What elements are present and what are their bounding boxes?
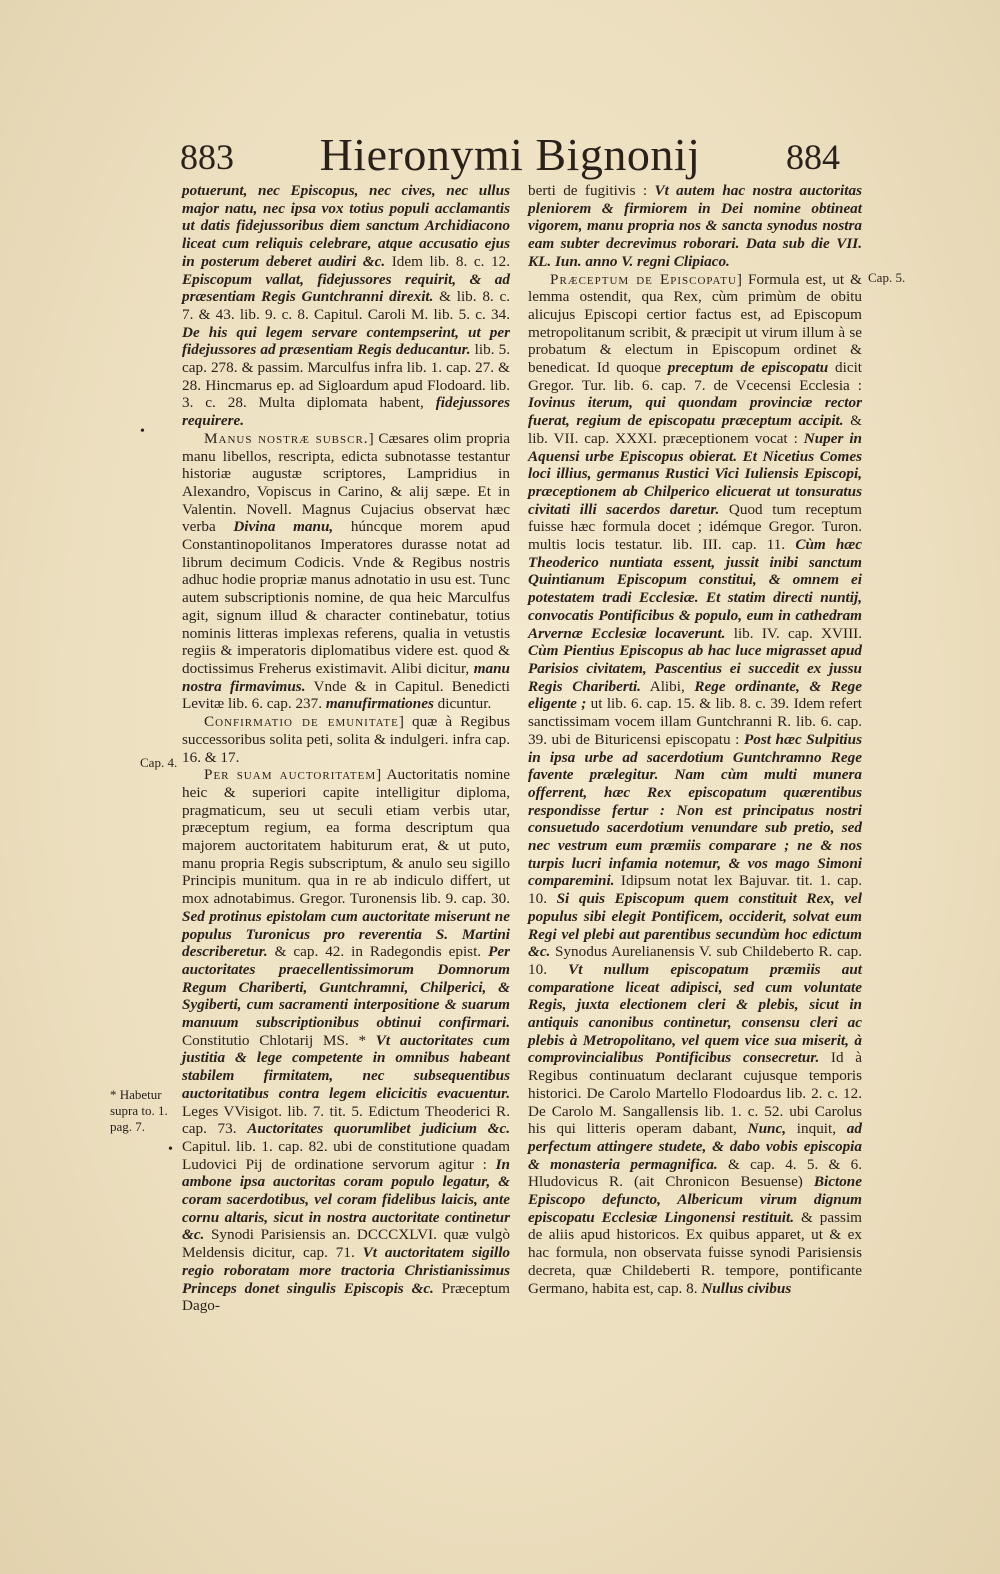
commentary-text: ] Formula est, ut & lemma ostendit, qua Rex, cùm primùm de obitu alicujus Episcopi certior factus est, ad Episcopum metropolitanum scribit, & præcipit ut virum illum à se probatum & electum in Episcopum ordinet & benedicat. Id quoque [528,270,862,377]
commentary-text: & lib. VII. cap. XXXI. præceptionem vocat : [528,412,862,447]
italic-quotation: Nuper in Aquensi urbe Episcopus obierat. Et Nicetius Comes loci illius, germanus Rustici Vici Iuliensis Episcopi, præceptionem ab Chilperico elicuerat ut tonsuratus civitati illi sacerdos daretur. [528,429,862,518]
commentary-text: dicit Gregor. Tur. lib. 6. cap. 7. de Vcecensi Ecclesia : [528,359,863,394]
margin-note-habetur [110,1087,180,1135]
italic-quotation: Per auctoritates praecellentissimorum Domnorum Regum Chariberti, Guntchramni, Chilperici, & Sygiberti, cum sacramenti interpositione & suarum manuum subscriptionibus obtinui confirmari. [182,943,510,1032]
paragraph [182,182,510,430]
commentary-text: & lib. 8. c. 7. & 43. lib. 9. c. 8. Capitul. Caroli M. lib. 5. c. 34. [182,288,510,323]
paragraph [182,430,510,713]
italic-quotation: Post hæc Sulpitius in ipsa urbe ad sacerdotium Guntchramno Rege favente prælegitur. Nam cùm multi munera offerrent, hæc Rex episcopatum quærentibus respondisse fertur : Non est principatus nostri consuetudo sacerdotium venundare sub pretio, sed nec vestrum eum præmiis comparare ; ne & nos turpis lucri infamia notemur, & vos mago Simoni comparemini. [528,730,862,890]
commentary-text: berti de fugitivis : [528,182,655,199]
italic-quotation: Auctoritates quorumlibet judicium &c. [247,1120,511,1138]
bullet-mark: • [140,424,145,439]
commentary-text: ut lib. 6. cap. 15. & lib. 8. c. 39. Idem refert sanctissimam vocem illam Guntchranni R. lib. 6. cap. 39. ubi de Bituricensi episcopatu : [528,695,862,748]
italic-quotation: Cùm hæc Theoderico nuntiata essent, jussit inibi sanctum Quintianum Episcopum constitui, & omnem ei potestatem tradi Ecclesiæ. Et statim directi nuntij, convocatis Pontificibus & populo, eum in cathedram Arvernæ Ecclesiæ locaverunt. [528,536,863,642]
commentary-text: Id à Regibus continuatum declarant cujusque temporis historici. De Carolo Martello Flodoardus lib. 2. c. 12. De Carolo M. Sangallensis lib. 1. c. 52. ubi Carolus his qui litteris operam dabant, [528,1049,862,1138]
paragraph [528,182,862,271]
bullet-mark: • [168,1142,173,1157]
italic-quotation: In ambone ipsa auctoritas coram populo legatur, & coram sacerdotibus, vel coram fidelibus laicis, ante cornu altaris, sicut in nostra auctoritate continetur &c. [182,1155,510,1244]
paragraph [528,271,862,1298]
commentary-text: lib. 5. cap. 278. & passim. Marculfus infra lib. 1. cap. 27. & 28. Hincmarus ep. ad Sigloardum apud Flodoard. lib. 3. c. 28. Multa diplomata habent, [182,341,510,412]
commentary-text: Alibi, [640,677,695,695]
commentary-text: ] Cæsares olim propria manu libellos, rescripta, edicta subnotasse testantur historiæ augustæ scriptores, Lampridius in Alexandro, Vopiscus in Carino, & alij sæpe. Et in Valentin. Novell. Magnus Cujacius observat hæc verba [182,429,510,536]
margin-note-cap-4: Cap. 4. [140,755,178,770]
commentary-text: Præceptum Dago- [182,1279,510,1315]
italic-quotation: Iovinus iterum, qui quondam provinciæ rector fuerat, regium de episcopatu præceptum accipit. [528,394,862,430]
commentary-text: Idipsum notat lex Bajuvar. tit. 1. cap. 10. [528,872,862,908]
lemma-heading: Præceptum de Episcopatu [550,270,737,288]
commentary-text: dicuntur. [433,695,492,713]
page-header [180,128,840,188]
italic-quotation: Nunc, [747,1120,787,1138]
italic-quotation: Sed protinus epistolam cum auctoritate miserunt ne populus Turonicus pro reverentia S. Martini describeretur. [182,907,510,961]
margin-note-line: pag. 7. [110,1119,146,1134]
italic-quotation: Episcopum vallat, fidejussores requirit, & ad præsentiam Regis Guntchranni direxit. [182,270,510,306]
italic-quotation: Divina manu, [233,518,334,536]
commentary-text: lib. IV. cap. XVIII. [725,624,862,642]
italic-quotation: ad perfectum attingere studete, & dabo vobis episcopia & monasteria permagnifica. [528,1120,862,1173]
italic-quotation: fidejussores requirere. [182,394,510,430]
commentary-text: Vnde & in Capitul. Benedicti Levitæ lib. 6. cap. 237. [182,677,511,713]
commentary-text: inquit, [786,1120,847,1138]
left-column [182,182,510,1315]
right-page-number: 884 [786,137,840,177]
commentary-text: & passim de aliis apud historicos. Ex quibus apparet, ut & ex hac formula, non observata fuisse synodi Parisiensis decreta, quæ Childeberti R. tempore, pontificante Germano, habita est, cap. 8. [528,1208,862,1297]
italic-quotation: Cùm Pientius Episcopus ab hac luce migrasset apud Parisios civitatem, Pascentius ei succedit ex jussu Regis Chariberti. [528,642,862,695]
right-column [528,182,862,1297]
italic-quotation: Nullus civibus [701,1279,792,1297]
commentary-text: & cap. 42. in Radegondis epist. [267,943,489,961]
commentary-text: Synodi Parisiensis an. DCCCXLVI. quæ vulgò Meldensis dicitur, cap. 71. [182,1226,510,1262]
italic-quotation: manu nostra firmavimus. [182,659,510,695]
commentary-text: ] Auctoritatis nomine heic & superiori capite intelligitur diploma, pragmaticum, seu ut seculi etiam verbis utar, præceptum regium, ea forma descriptum qua majorem auctoritatem habiturum erat, & ut puto, manu propria Regis subscriptum, & anulo seu sigillo Principis munitum. qua in re ab indiculo differt, ut mox adnotabimus. Gregor. Turonensis lib. 9. cap. 30. [182,766,510,908]
running-title: Hieronymi Bignonij [319,129,701,180]
italic-quotation: manufirmationes [325,695,434,713]
margin-note-line: supra to. 1. [110,1103,168,1118]
lemma-heading: Per suam auctoritatem [204,766,377,784]
italic-quotation: De his qui legem servare contempserint, ut per fidejussores ad præsentiam Regis deducantur. [182,323,510,359]
commentary-text: Idem lib. 8. c. 12. [385,252,510,270]
commentary-text: Constitutio Chlotarij MS. * [182,1031,376,1049]
paragraph [182,713,510,766]
paragraph [182,766,510,1315]
margin-note-cap-5: Cap. 5. [868,270,906,285]
commentary-text: Capitul. lib. 1. cap. 82. ubi de constitutione quadam Ludovici Pij de ordinatione servorum agitur : [182,1137,510,1173]
italic-quotation: Si quis Episcopum quem constituit Rex, vel populus sibi elegit Pontificem, occiderit, solvat eum Regi vel plebi aut parentibus secundùm hoc edictum &c. [528,890,862,961]
lemma-heading: Manus nostræ subscr. [204,429,369,447]
italic-quotation: preceptum de episcopatu [667,359,829,377]
italic-quotation: Vt autem hac nostra auctoritas pleniorem & firmiorem in Dei nomine obtineat vigorem, manu propria nos & sancta synodus nostra eam subter decrevimus roborari. Data sub die VII. KL. Iun. anno V. regni Clipiaco. [528,182,862,270]
lemma-heading: Confirmatio de emunitate [204,713,399,731]
commentary-text: ] quæ à Regibus successoribus solita peti, solita & indulgeri. infra cap. 16. & 17. [182,713,511,766]
italic-quotation: Vt nullum episcopatum præmiis aut comparatione liceat adipisci, sed cum voluntate Regis, juxta electionem cleri & plebis, sicut in antiquis canonibus continetur, consensu cleri ac plebis à Metropolitano, vel quem vice sua miserit, à comprovincialibus Pontificibus consecretur. [528,960,862,1067]
commentary-text: Quod tum receptum fuisse hæc formula docet ; idémque Gregor. Turon. multis locis testatur. lib. III. cap. 11. [528,500,862,554]
left-page-number: 883 [180,137,234,177]
commentary-text: & cap. 4. 5. & 6. Hludovicus R. (ait Chronicon Besuense) [528,1155,862,1191]
italic-quotation: Vt auctoritatem sigillo regio roboratam more tractoria Christianissimus Princeps donet singulis Episcopis &c. [182,1244,511,1297]
margin-note-line: * Habetur [110,1087,162,1102]
italic-quotation: Vt auctoritates cum justitia & lege competente in omnibus habeant stabilem firmitatem, nec subsequentibus auctoritatibus contra legem elicicitis evacuentur. [182,1031,510,1102]
italic-quotation: Rege ordinante, & Rege eligente ; [528,677,862,713]
italic-quotation: Bictone Episcopo defuncto, Albericum virum dignum episcopatu Ecclesiæ Lingonensi restituit. [528,1173,862,1226]
commentary-text: Synodus Aurelianensis V. sub Childeberto R. cap. 10. [528,943,862,978]
commentary-text: húncque morem apud Constantinopolitanos Imperatores durasse notat ad librum decimum Codicis. Vnde & Regibus nostris adhuc hodie propriæ manus adnotatio in usu est. Tunc autem subscriptionis nomine, de qua heic Marculfus agit, signum illud & character continebatur, totius nominis litteras implexas referens, qualia in vetustis regiis & imperatoris diplomatibus videre est. quod & doctissimus Freherus existimavit. Alibi dicitur, [182,518,510,677]
commentary-text: Leges VVisigot. lib. 7. tit. 5. Edictum Theoderici R. cap. 73. [182,1102,510,1138]
italic-quotation: potuerunt, nec Episcopus, nec cives, nec ullus major natu, nec ipsa vox totius populi acclamantis ut datis fidejussoribus diem sanctum Archidiacono liceat cum reliquis celebrare, atque accusatio ejus in posterum deberet audiri &c. [182,182,510,270]
